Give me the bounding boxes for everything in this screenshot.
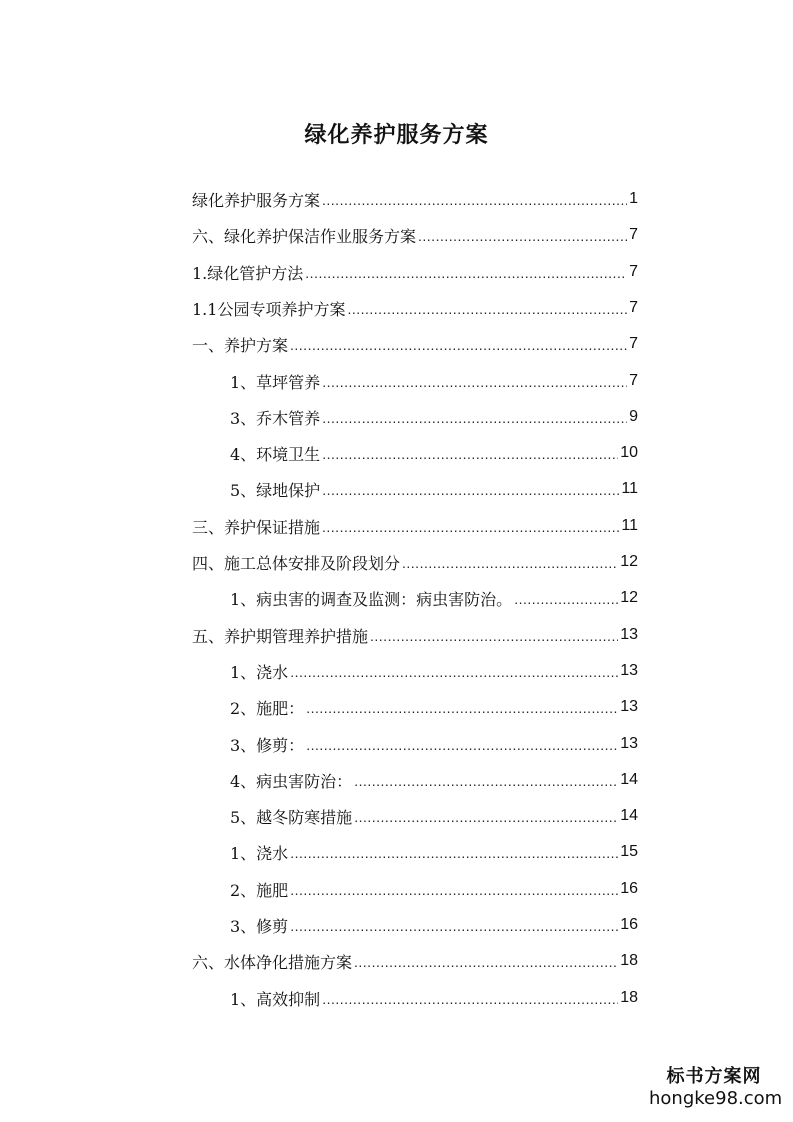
toc-entry[interactable] — [230, 656, 638, 686]
toc-dot-leader — [290, 837, 618, 867]
toc-entry[interactable] — [230, 583, 638, 613]
toc-entry-label: 5、越冬防寒措施 — [230, 807, 353, 827]
toc-dot-leader — [402, 547, 618, 577]
toc-entry-page-number: 7 — [629, 299, 638, 316]
toc-entry-page-number: 7 — [629, 372, 638, 389]
toc-entry-page-number: 1 — [629, 190, 638, 207]
toc-entry-page-number: 12 — [620, 589, 638, 606]
toc-entry-label: 1、浇水 — [230, 662, 289, 682]
toc-entry-page-number: 15 — [620, 843, 638, 860]
toc-entry[interactable] — [192, 293, 638, 323]
toc-entry[interactable] — [230, 402, 638, 432]
toc-dot-leader — [418, 220, 627, 250]
toc-entry-label: 四、施工总体安排及阶段划分 — [192, 553, 401, 573]
toc-entry-label: 1、浇水 — [230, 843, 289, 863]
toc-entry-label: 五、养护期管理养护措施 — [192, 626, 369, 646]
toc-entry-page-number: 16 — [620, 916, 638, 933]
toc-entry-page-number: 13 — [620, 735, 638, 752]
toc-entry[interactable] — [230, 837, 638, 867]
toc-dot-leader — [322, 366, 627, 396]
toc-entry[interactable] — [230, 438, 638, 468]
toc-entry[interactable] — [192, 946, 638, 976]
toc-entry-label: 1.绿化管护方法 — [192, 263, 304, 283]
toc-entry-label: 3、乔木管养 — [230, 408, 321, 428]
toc-entry-label: 3、修剪 — [230, 916, 289, 936]
toc-entry-label: 1、病虫害的调查及监测：病虫害防治。 — [230, 589, 513, 609]
toc-dot-leader — [290, 329, 627, 359]
toc-entry-label: 3、修剪： — [230, 735, 305, 755]
toc-dot-leader — [322, 983, 618, 1013]
toc-entry[interactable] — [192, 511, 638, 541]
watermark-site-name: 标书方案网 — [666, 1066, 762, 1087]
toc-entry[interactable] — [230, 692, 638, 722]
toc-dot-leader — [290, 656, 618, 686]
toc-entry-page-number: 13 — [620, 626, 638, 643]
toc-dot-leader — [514, 583, 618, 613]
toc-entry-page-number: 7 — [629, 263, 638, 280]
toc-entry-page-number: 11 — [621, 517, 638, 534]
toc-dot-leader — [370, 620, 618, 650]
toc-dot-leader — [354, 946, 618, 976]
toc-entry-page-number: 16 — [620, 880, 638, 897]
toc-entry-label: 4、病虫害防治： — [230, 771, 353, 791]
toc-entry[interactable] — [192, 257, 638, 287]
toc-entry-page-number: 13 — [620, 698, 638, 715]
toc-entry-label: 1、高效抑制 — [230, 989, 321, 1009]
toc-dot-leader — [354, 765, 618, 795]
toc-entry[interactable] — [230, 765, 638, 795]
toc-entry-page-number: 18 — [620, 989, 638, 1006]
toc-entry-page-number: 7 — [629, 226, 638, 243]
watermark-url: hongke98.com — [649, 1088, 783, 1109]
toc-dot-leader — [290, 910, 618, 940]
toc-entry-page-number: 18 — [620, 952, 638, 969]
toc-dot-leader — [306, 729, 618, 759]
toc-entry-label: 1.1公园专项养护方案 — [192, 299, 346, 319]
toc-dot-leader — [322, 511, 619, 541]
toc-entry[interactable] — [230, 910, 638, 940]
toc-dot-leader — [322, 402, 627, 432]
toc-entry-label: 六、水体净化措施方案 — [192, 952, 353, 972]
toc-entry[interactable] — [230, 801, 638, 831]
toc-entry-page-number: 13 — [620, 662, 638, 679]
toc-entry[interactable] — [192, 329, 638, 359]
toc-entry[interactable] — [192, 220, 638, 250]
toc-entry-page-number: 12 — [620, 553, 638, 570]
toc-dot-leader — [305, 257, 627, 287]
toc-entry-label: 5、绿地保护 — [230, 480, 321, 500]
toc-entry[interactable] — [230, 983, 638, 1013]
toc-dot-leader — [290, 874, 618, 904]
toc-entry[interactable] — [230, 366, 638, 396]
toc-entry-page-number: 14 — [620, 771, 638, 788]
site-watermark — [649, 1062, 783, 1109]
document-title: 绿化养护服务方案 — [304, 123, 489, 148]
toc-dot-leader — [322, 184, 627, 214]
toc-entry[interactable] — [192, 547, 638, 577]
toc-entry-label: 六、绿化养护保洁作业服务方案 — [192, 226, 417, 246]
toc-entry-label: 2、施肥 — [230, 880, 289, 900]
toc-dot-leader — [306, 692, 618, 722]
toc-entry-label: 1、草坪管养 — [230, 372, 321, 392]
toc-entry[interactable] — [192, 184, 638, 214]
toc-entry-page-number: 11 — [621, 480, 638, 497]
toc-entry-label: 一、养护方案 — [192, 335, 289, 355]
toc-entry[interactable] — [192, 620, 638, 650]
toc-entry-label: 三、养护保证措施 — [192, 517, 321, 537]
toc-dot-leader — [322, 438, 618, 468]
toc-entry-page-number: 10 — [620, 444, 638, 461]
toc-entry[interactable] — [230, 874, 638, 904]
toc-entry-page-number: 9 — [629, 408, 638, 425]
toc-dot-leader — [322, 474, 619, 504]
toc-entry-label: 2、施肥： — [230, 698, 305, 718]
toc-entry-label: 绿化养护服务方案 — [192, 190, 321, 210]
toc-dot-leader — [354, 801, 618, 831]
toc-entry-label: 4、环境卫生 — [230, 444, 321, 464]
toc-entry[interactable] — [230, 729, 638, 759]
toc-entry[interactable] — [230, 474, 638, 504]
toc-entry-page-number: 7 — [629, 335, 638, 352]
toc-dot-leader — [347, 293, 627, 323]
toc-entry-page-number: 14 — [620, 807, 638, 824]
